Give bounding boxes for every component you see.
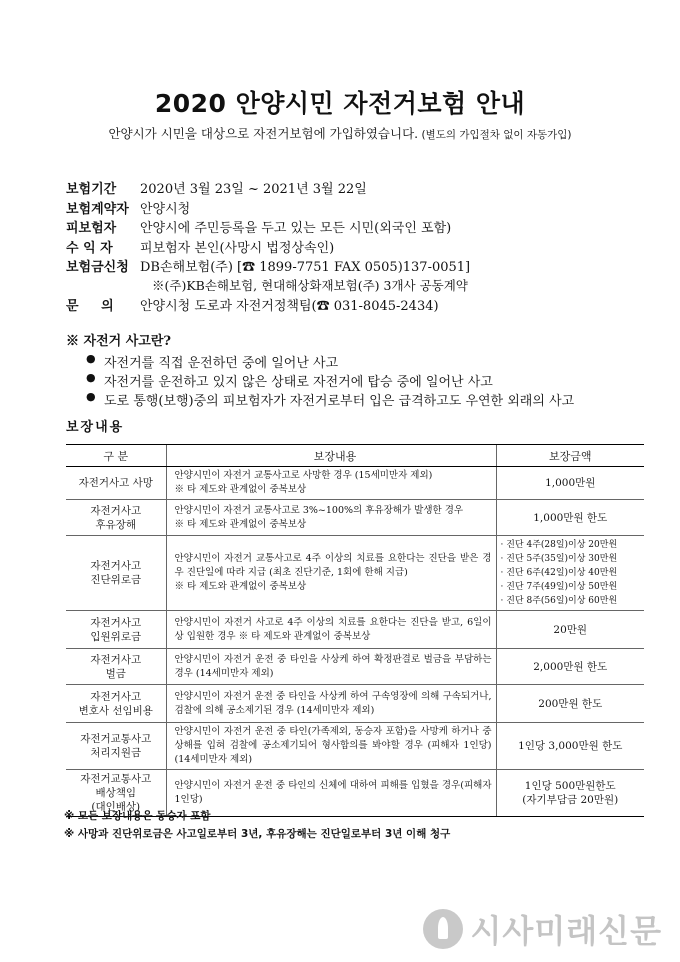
column-header: 보장금액 [496,445,644,467]
info-value: 안양시청 도로과 자전거정책팀(☎ 031-8045-2434) [140,299,439,314]
accident-list [86,352,666,409]
description-line: 안양시민이 자전거 운전 중 타인을 사상케 하여 확정판결로 벌금을 부담하는 경우 (14세미만자 제외) [174,653,492,679]
coverage-amount [496,500,644,536]
coverage-category [66,649,166,685]
category-line: 처리지원금 [90,747,142,759]
amount-line: · 진단 8주(56일)이상 60만원 [500,596,618,606]
coverage-description [166,536,496,611]
info-label: 수 익 자 [66,240,113,256]
page-title: 2020 안양시민 자전거보험 안내 [154,89,526,118]
coverage-amount [496,611,644,649]
list-item: ● 자전거를 운전하고 있지 않은 상태로 자전거에 탑승 중에 일어난 사고 [86,371,493,390]
coverage-description [166,649,496,685]
category-line: 벌금 [105,667,126,680]
footnote-passenger: ※ 모든 보장내용은 동승자 포함 [64,810,211,822]
bullet-icon: ● [86,390,96,403]
subtitle-note: (별도의 가입절차 없이 자동가입) [418,129,572,141]
description-line: 안양시민이 자전거 운전 중 타인의 신체에 대하여 피해를 입혔을 경우(피해자 1인당) [174,780,492,805]
coverage-amount [496,467,644,500]
category-line: 자전거교통사고 [80,733,152,745]
description-line: 안양시민이 자전거 교통사고로 4주 이상의 치료를 요한다는 진단을 받은 경우 진단일에 따라 지급 (최초 진단기준, 1회에 한해 지급) [174,553,492,578]
coverage-description [166,467,496,500]
info-label: 보험금신청 [66,260,129,275]
coverage-category [66,685,166,723]
info-label: 문 의 [66,299,114,314]
amount-line: · 진단 7주(49일)이상 50만원 [500,582,618,592]
info-row-beneficiary [66,237,656,257]
category-line: 진단위로금 [90,574,142,586]
coverage-amount [496,723,644,770]
description-line: ※ 타 제도와 관계없이 중복보상 [174,581,307,592]
table-row [66,500,644,536]
info-value: 안양시청 [140,201,191,217]
category-line: 자전거사고 [90,653,142,666]
description-line: ※ 타 제도와 관계없이 중복보상 [174,484,307,495]
info-row-contractor [66,198,656,218]
amount-line: 20만원 [553,623,588,636]
coverage-amount [496,770,644,817]
info-value: 피보험자 본인(사망시 법정상속인) [140,240,335,256]
amount-line: 1,000만원 [545,477,596,489]
category-line: 자전거사고 사망 [78,477,153,489]
info-label: 피보험자 [66,221,117,236]
info-value: DB손해보험(주) [☎ 1899-7751 FAX 0505)137-0051] [140,260,471,275]
list-item: ● 도로 통행(보행)중의 피보험자가 자전거로부터 입은 급격하고도 우연한 외래의 사고 [86,390,575,409]
coverage-description [166,500,496,536]
info-label: 보험계약자 [66,201,129,217]
coverage-category [66,723,166,770]
info-joint-contract-note: ※(주)KB손해보험, 현대해상화재보험(주) 3개사 공동계약 [152,277,468,293]
table-row [66,611,644,649]
info-label: 보험기간 [66,182,117,197]
category-line: 자전거사고 [90,616,142,629]
description-line: 안양시민이 자전거 사고로 4주 이상의 치료를 요한다는 진단을 받고, 6일이상 입원한 경우 ※ 타 제도와 관계없이 중복보상 [174,616,492,642]
pen-nib-icon [423,909,463,949]
description-line: 안양시민이 자전거 교통사고로 3%~100%의 후유장해가 발생한 경우 [174,504,464,516]
insurance-info [66,178,656,315]
table-row [66,649,644,685]
bullet-icon: ● [86,371,96,384]
description-line: 안양시민이 자전거 교통사고로 사망한 경우 (15세미만자 제외) [174,470,433,481]
coverage-description [166,611,496,649]
footnote-claim-period: ※ 사망과 진단위로금은 사고일로부터 3년, 후유장해는 진단일로부터 3년 이해 청구 [64,828,451,840]
info-row-claim [66,256,656,276]
amount-line: 1인당 500만원한도 [524,780,616,792]
page-subtitle [0,124,680,142]
coverage-description [166,770,496,817]
watermark [423,906,662,952]
amount-line: · 진단 6주(42일)이상 40만원 [500,568,618,578]
category-line: 자전거교통사고 [80,773,152,785]
table-row [66,467,644,500]
table-header-row [66,445,644,467]
category-line: 자전거사고 [90,560,142,572]
category-line: 배상책임 [95,787,137,799]
bullet-icon: ● [86,352,96,365]
info-row-contact [66,295,656,315]
amount-line: 1인당 3,000만원 한도 [518,740,623,752]
list-item: ● 자전거를 직접 운전하던 중에 일어난 사고 [86,352,339,371]
coverage-amount [496,685,644,723]
info-value: 2020년 3월 23일 ~ 2021년 3월 22일 [140,182,367,197]
coverage-category [66,611,166,649]
coverage-description [166,723,496,770]
subtitle-main: 안양시가 시민을 대상으로 자전거보험에 가입하였습니다. [108,126,419,141]
category-line: 입원위로금 [90,630,142,643]
column-header: 구 분 [66,445,166,467]
category-line: 자전거사고 [90,504,142,517]
description-line: ※ 타 제도와 관계없이 중복보상 [174,518,307,530]
category-line: 변호사 선임비용 [78,704,153,717]
coverage-table [66,444,644,817]
column-header: 보장내용 [166,445,496,467]
info-value: 안양시에 주민등록을 두고 있는 모든 시민(외국인 포함) [140,221,452,236]
coverage-category [66,467,166,500]
table-row [66,536,644,611]
info-row-insured [66,217,656,237]
coverage-category [66,536,166,611]
coverage-amount [496,649,644,685]
category-line: (대인배상) [91,801,141,813]
amount-line: 2,000만원 한도 [533,660,608,673]
amount-line: · 진단 5주(35일)이상 30만원 [500,554,618,564]
table-row [66,685,644,723]
coverage-description [166,685,496,723]
info-row-period [66,178,656,198]
table-row [66,723,644,770]
accident-heading: ※ 자전거 사고란? [66,334,172,349]
description-line: 안양시민이 자전거 운전 중 타인(가족제외, 동승자 포함)을 사망케 하거나 중상해를 입혀 검찰에 공소제기되어 형사합의를 봐야할 경우 (피해자 1인당)(14세미만자 제외) [174,726,492,765]
amount-line: 1,000만원 한도 [533,511,608,524]
coverage-amount [496,536,644,611]
description-line: 안양시민이 자전거 운전 중 타인을 사상케 하여 구속영장에 의해 구속되거나, 검찰에 의해 공소제기된 경우 (14세미만자 제외) [174,690,492,716]
coverage-category [66,500,166,536]
amount-line: (자기부담금 20만원) [522,794,619,806]
amount-line: · 진단 4주(28일)이상 20만원 [500,540,618,550]
amount-line: 200만원 한도 [538,697,603,710]
category-line: 자전거사고 [90,690,142,703]
coverage-heading: 보장내용 [66,420,125,435]
category-line: 후유장해 [95,518,137,531]
watermark-text: 시사미래신문 [470,912,662,950]
